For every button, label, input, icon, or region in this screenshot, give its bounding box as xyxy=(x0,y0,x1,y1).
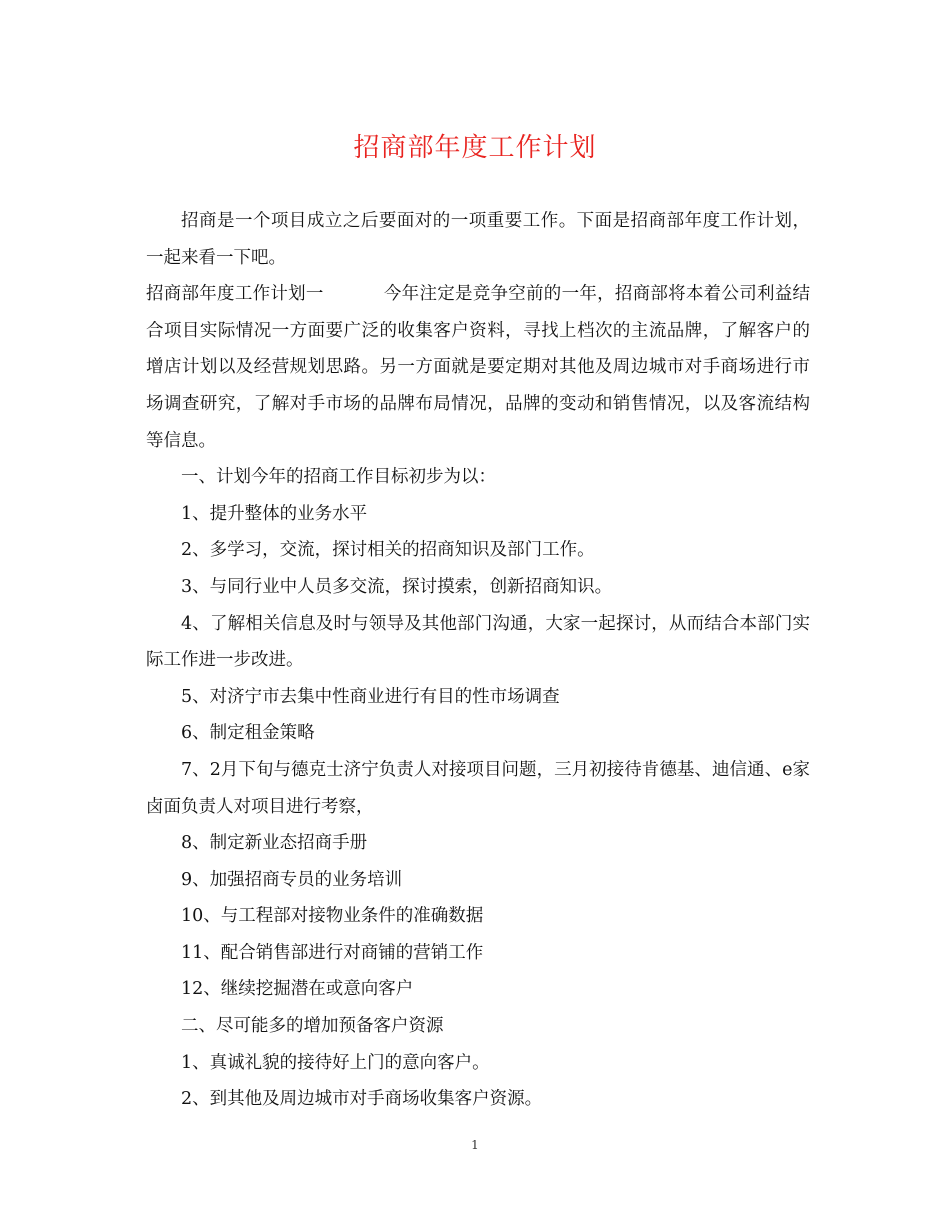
section-label: 招商部年度工作计划一 xyxy=(146,284,324,305)
list-item: 2、到其他及周边城市对手商场收集客户资源。 xyxy=(181,1089,543,1110)
list-item: 12、继续挖掘潜在或意向客户 xyxy=(181,979,414,1000)
page-number: 1 xyxy=(471,1138,479,1152)
list-item: 1、真诚礼貌的接待好上门的意向客户。 xyxy=(181,1052,490,1073)
document-title: 招商部年度工作计划 xyxy=(353,133,597,163)
intro-paragraph: 招商是一个项目成立之后要面对的一项重要工作。下面是招商部年度工作计划，一起来看一下吧。 xyxy=(146,211,810,268)
list-item: 1、提升整体的业务水平 xyxy=(181,503,368,524)
list-item: 11、配合销售部进行对商铺的营销工作 xyxy=(181,942,484,963)
list-item: 10、与工程部对接物业条件的准确数据 xyxy=(181,906,484,927)
paragraph-goals-heading: 一、计划今年的招商工作目标初步为以： xyxy=(181,467,496,488)
list-item: 2、多学习，交流，探讨相关的招商知识及部门工作。 xyxy=(181,540,595,561)
paragraph-resources-heading: 二、尽可能多的增加预备客户资源 xyxy=(181,1016,444,1037)
list-item: 8、制定新业态招商手册 xyxy=(181,833,368,854)
list-item: 6、制定租金策略 xyxy=(181,723,315,744)
section-text: 今年注定是竞争空前的一年，招商部将本着公司利益结合项目实际情况一方面要广泛的收集客户资料，寻找上档次的主流品牌，了解客户的增店计划以及经营规划思路。另一方面就是要定期对其他及周边城市对手商场进行市场调查研究，了解对手市场的品牌布局情况，品牌的变动和销售情况，以及客流结构等信息。 xyxy=(146,284,811,451)
document-body xyxy=(146,203,810,1118)
list-item: 4、了解相关信息及时与领导及其他部门沟通，大家一起探讨，从而结合本部门实际工作进一步改进。 xyxy=(146,613,810,671)
list-item: 9、加强招商专员的业务培训 xyxy=(181,869,403,890)
section-paragraph xyxy=(146,276,810,459)
list-item: 7、2月下旬与德克士济宁负责人对接项目问题，三月初接待肯德基、迪信通、e家卤面负责人对项目进行考察， xyxy=(146,759,810,817)
list-item: 3、与同行业中人员多交流，探讨摸索，创新招商知识。 xyxy=(181,576,613,597)
list-item: 5、对济宁市去集中性商业进行有目的性市场调查 xyxy=(181,686,560,707)
